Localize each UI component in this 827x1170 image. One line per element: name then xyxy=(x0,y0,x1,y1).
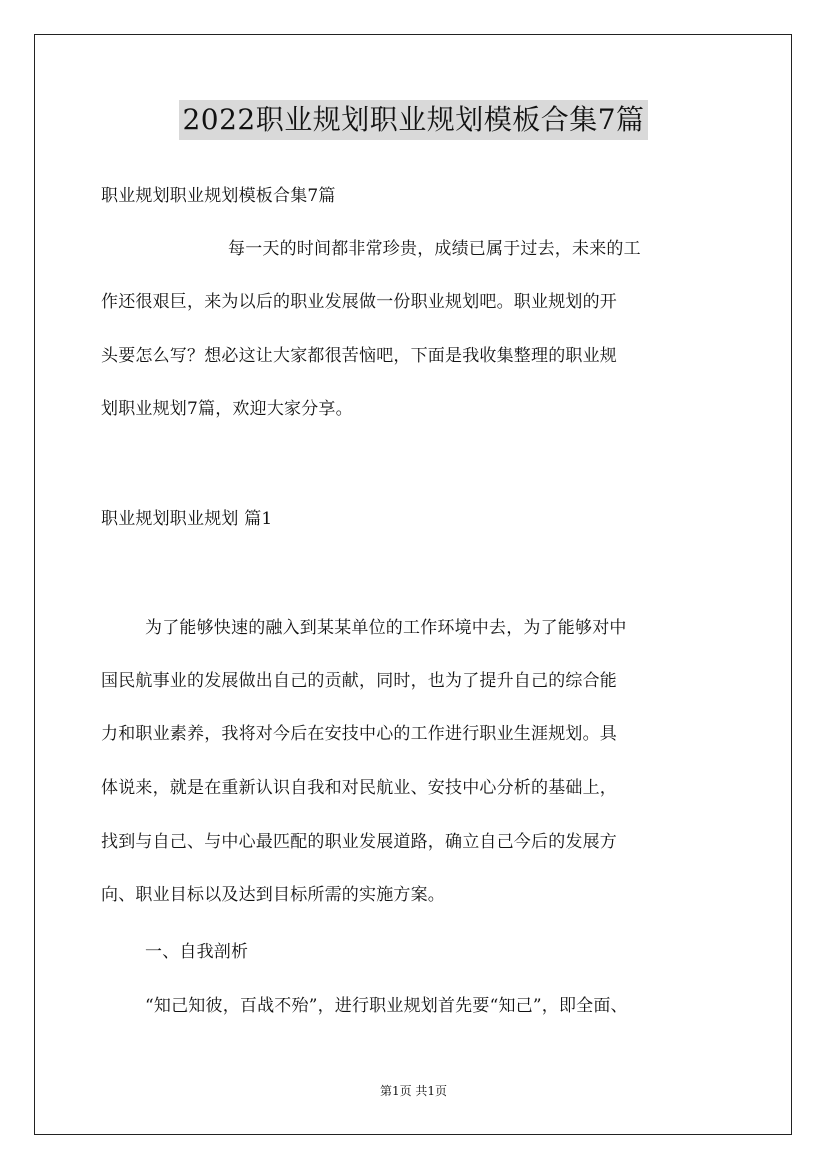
document-subtitle: 职业规划职业规划模板合集7篇 xyxy=(101,186,336,206)
section-heading: 职业规划职业规划 篇1 xyxy=(101,509,273,529)
page-footer: 第1页 共1页 xyxy=(379,1084,448,1098)
body-line-5: 找到与自己、与中心最匹配的职业发展道路，确立自己今后的发展方 xyxy=(101,832,617,852)
body-line-1: 为了能够快速的融入到某某单位的工作环境中去，为了能够对中 xyxy=(145,618,627,638)
body-line-6: 向、职业目标以及达到目标所需的实施方案。 xyxy=(101,885,445,905)
intro-line-1: 每一天的时间都非常珍贵，成绩已属于过去，未来的工 xyxy=(228,239,641,259)
intro-line-2: 作还很艰巨，来为以后的职业发展做一份职业规划吧。职业规划的开 xyxy=(101,292,617,312)
subsection-heading: 一、自我剖析 xyxy=(145,942,249,962)
title-container xyxy=(0,100,827,140)
body-line-3: 力和职业素养，我将对今后在安技中心的工作进行职业生涯规划。具 xyxy=(101,724,617,744)
intro-line-3: 头要怎么写？想必这让大家都很苦恼吧，下面是我收集整理的职业规 xyxy=(101,346,617,366)
body-line-7: “知己知彼，百战不殆”，进行职业规划首先要“知己”，即全面、 xyxy=(145,996,628,1016)
document-title: 2022职业规划职业规划模板合集7篇 xyxy=(179,100,647,140)
intro-line-4: 划职业规划7篇，欢迎大家分享。 xyxy=(101,399,353,419)
body-line-4: 体说来，就是在重新认识自我和对民航业、安技中心分析的基础上， xyxy=(101,778,617,798)
body-line-2: 国民航事业的发展做出自己的贡献，同时，也为了提升自己的综合能 xyxy=(101,671,617,691)
